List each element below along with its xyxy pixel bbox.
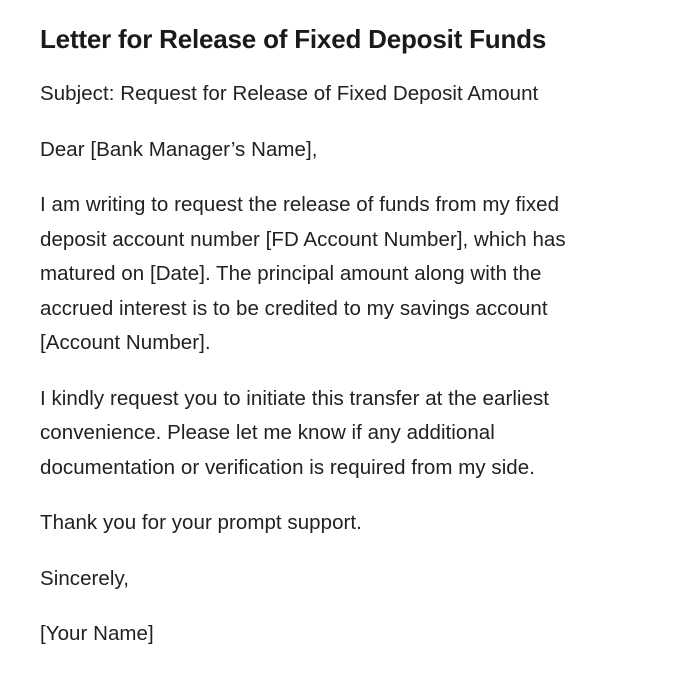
salutation: Dear [Bank Manager’s Name], bbox=[40, 137, 318, 161]
thanks-line: Thank you for your prompt support. bbox=[40, 511, 362, 534]
closing-line: Sincerely, bbox=[40, 566, 129, 590]
page-title: Letter for Release of Fixed Deposit Funds bbox=[40, 24, 547, 54]
body-paragraph-2: I kindly request you to initiate this transfer at the earliest convenience. Please let me know if any additional documentation or verification is required from my side. bbox=[40, 386, 550, 479]
letter-body bbox=[40, 77, 593, 652]
signature-line: [Your Name] bbox=[40, 622, 154, 645]
body-paragraph-1: I am writing to request the release of funds from my fixed deposit account number [FD Account Number], which has matured on [Date]. The principal amount along with the accrued interest is to be credited to my savings account [Account Number]. bbox=[40, 193, 566, 354]
subject-line: Subject: Request for Release of Fixed Deposit Amount bbox=[40, 82, 539, 105]
